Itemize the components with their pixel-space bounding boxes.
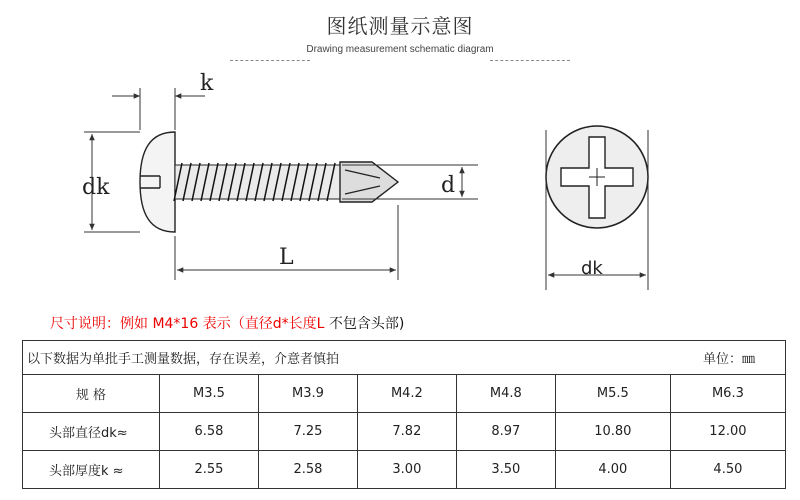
value-cell: 2.55 (160, 451, 259, 489)
value-cell: 6.58 (160, 413, 259, 451)
k-dimension (112, 88, 205, 130)
screw-side-view (140, 132, 398, 232)
k-label: k (200, 71, 214, 96)
size-cell: M4.2 (357, 375, 456, 413)
size-cell: M3.9 (258, 375, 357, 413)
value-cell: 4.50 (670, 451, 785, 489)
table-intro-row (23, 341, 786, 375)
dk-end-label: dk (581, 258, 603, 279)
value-cell: 2.58 (258, 451, 357, 489)
row-label-cell: 头部厚度k ≈ (23, 451, 160, 489)
value-cell: 3.00 (357, 451, 456, 489)
spec-table (22, 340, 786, 489)
L-label: L (279, 245, 294, 270)
table-unit: 单位：㎜ (702, 352, 755, 367)
d-label: d (441, 173, 456, 198)
row-label-cell: 头部直径dk≈ (23, 413, 160, 451)
value-cell: 3.50 (456, 451, 555, 489)
table-row (23, 375, 786, 413)
size-cell: M5.5 (555, 375, 670, 413)
size-cell: M6.3 (670, 375, 785, 413)
value-cell: 4.00 (555, 451, 670, 489)
size-cell: M3.5 (160, 375, 259, 413)
size-note (50, 313, 404, 333)
spec-header-cell: 规 格 (23, 375, 160, 413)
table-row (23, 451, 786, 489)
value-cell: 10.80 (555, 413, 670, 451)
value-cell: 12.00 (670, 413, 785, 451)
page-title: 图纸测量示意图 (326, 14, 474, 38)
table-row (23, 413, 786, 451)
screw-end-view (546, 126, 648, 228)
value-cell: 8.97 (456, 413, 555, 451)
table-intro-cell (23, 341, 786, 375)
value-cell: 7.25 (258, 413, 357, 451)
size-note-red: 尺寸说明：例如 M4*16 表示（直径d*长度L (50, 316, 325, 332)
value-cell: 7.82 (357, 413, 456, 451)
size-cell: M4.8 (456, 375, 555, 413)
dk-side-label: dk (82, 175, 110, 200)
page-subtitle: Drawing measurement schematic diagram (306, 44, 494, 55)
table-intro: 以下数据为单批手工测量数据，存在误差，介意者慎拍 (27, 352, 340, 367)
size-note-black: 不包含头部) (328, 316, 405, 332)
